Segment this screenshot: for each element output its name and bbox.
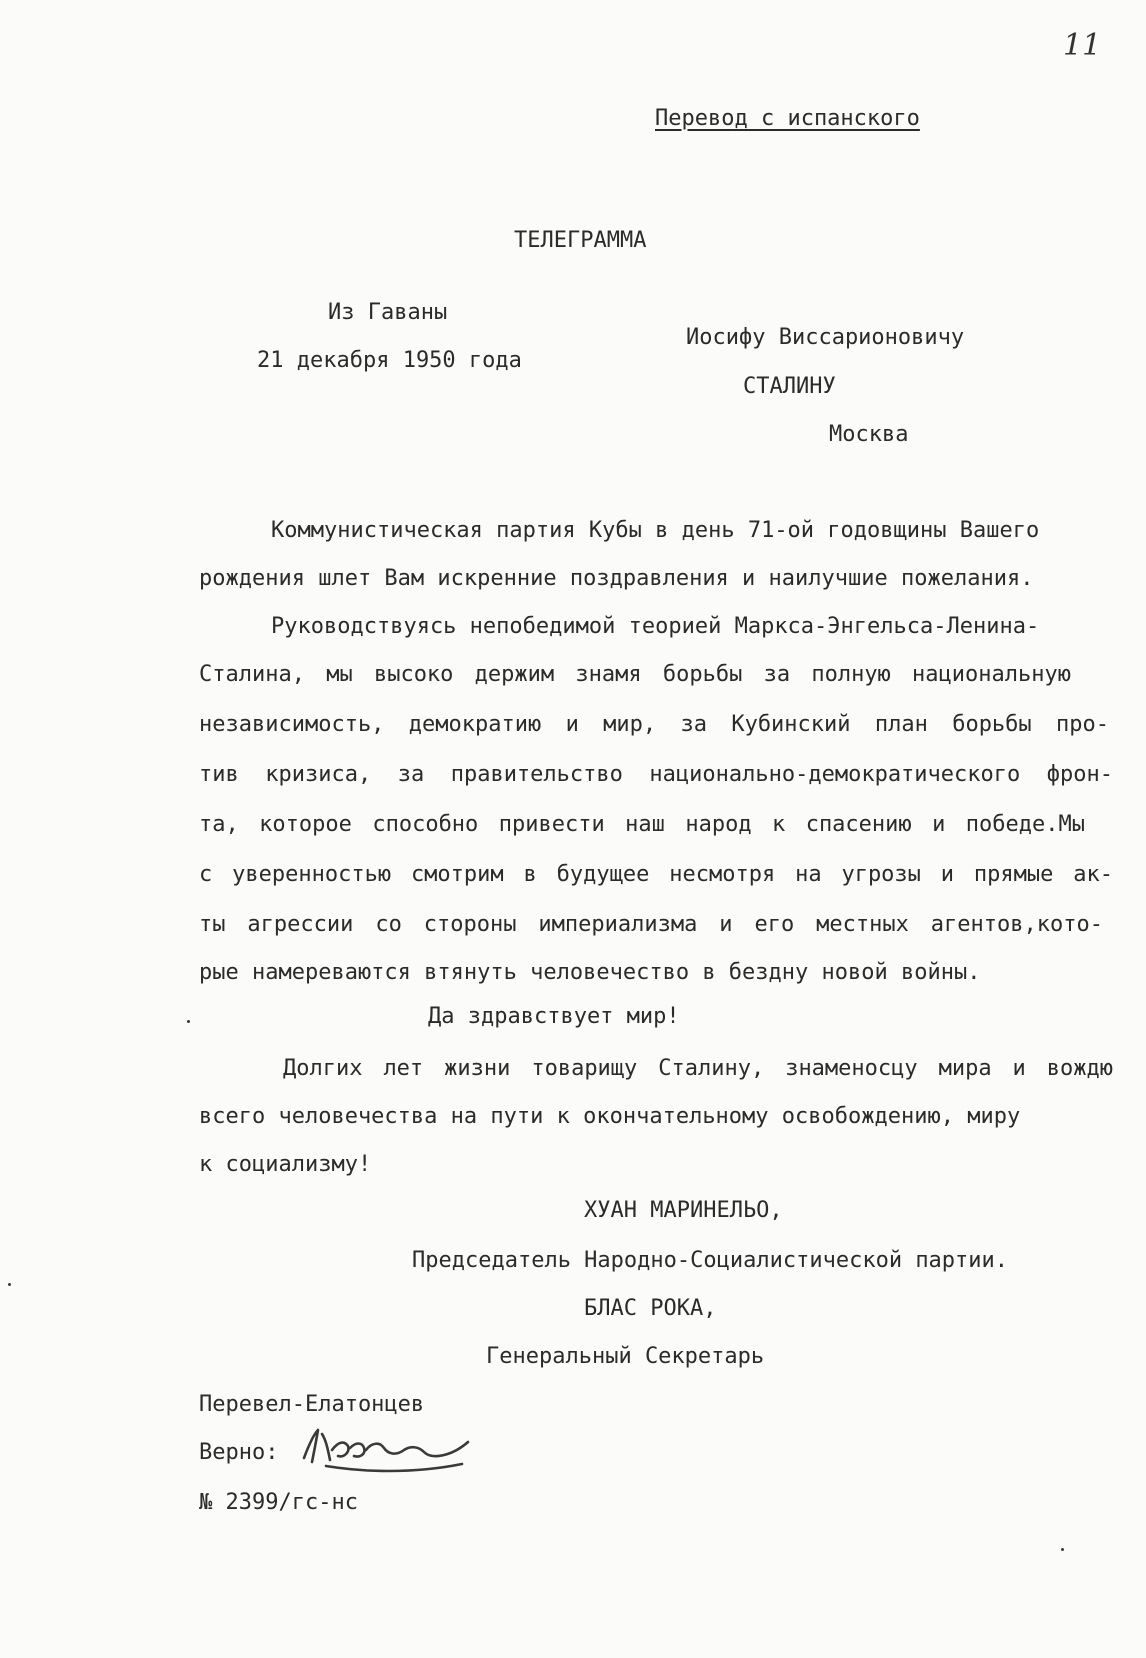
body-line: Коммунистическая партия Кубы в день 71-ой годовщины Вашего — [271, 518, 1040, 543]
document-number: № 2399/гс-нс — [199, 1490, 358, 1515]
addressee-name: Иосифу Виссарионовичу — [686, 325, 965, 350]
document-type-heading: ТЕЛЕГРАММА — [514, 228, 647, 253]
certified-label: Верно: — [199, 1440, 279, 1465]
body-line: Сталина, мы высоко держим знамя борьбы за полную национальную — [199, 662, 1071, 687]
signatory-name-2: БЛАС РОКА, — [584, 1296, 717, 1321]
paper-speck — [187, 1020, 190, 1023]
signatory-title-1: Председатель Народно-Социалистической партии. — [412, 1248, 1009, 1273]
body-line: ты агрессии со стороны империализма и его местных агентов,кото- — [199, 912, 1103, 937]
body-line: всего человечества на пути к окончательному освобождению, миру — [199, 1104, 1021, 1129]
body-line: Руководствуясь непобедимой теорией Маркса-Энгельса-Ленина- — [271, 614, 1040, 639]
body-line: та, которое способно привести наш народ к спасению и победе.Мы — [199, 812, 1085, 837]
paper-speck — [1061, 1548, 1064, 1551]
body-line: независимость, демократию и мир, за Кубинский план борьбы про- — [199, 712, 1109, 737]
body-line: Долгих лет жизни товарищу Сталину, знаменосцу мира и вождю — [283, 1056, 1113, 1081]
body-line: с уверенностью смотрим в будущее несмотря на угрозы и прямые ак- — [199, 862, 1113, 887]
body-line: рые намереваются втянуть человечество в бездну новой войны. — [199, 960, 981, 985]
signatory-name-1: ХУАН МАРИНЕЛЬО, — [584, 1198, 783, 1223]
body-line: рождения шлет Вам искренние поздравления и наилучшие пожелания. — [199, 566, 1034, 591]
addressee-surname: СТАЛИНУ — [743, 374, 836, 399]
paper-speck — [8, 1283, 11, 1286]
handwritten-signature — [292, 1420, 482, 1480]
translator-line: Перевел-Елатонцев — [199, 1392, 425, 1417]
translation-note: Перевод с испанского — [655, 106, 920, 131]
body-exclamation: Да здравствует мир! — [428, 1004, 680, 1029]
body-line: к социализму! — [199, 1152, 372, 1177]
addressee-city: Москва — [829, 422, 909, 447]
origin-city: Из Гаваны — [328, 300, 448, 325]
page-number: 11 — [1063, 28, 1102, 63]
body-line: тив кризиса, за правительство национально-демократического фрон- — [199, 762, 1113, 787]
signatory-title-2: Генеральный Секретарь — [486, 1344, 765, 1369]
origin-date: 21 декабря 1950 года — [257, 348, 522, 373]
